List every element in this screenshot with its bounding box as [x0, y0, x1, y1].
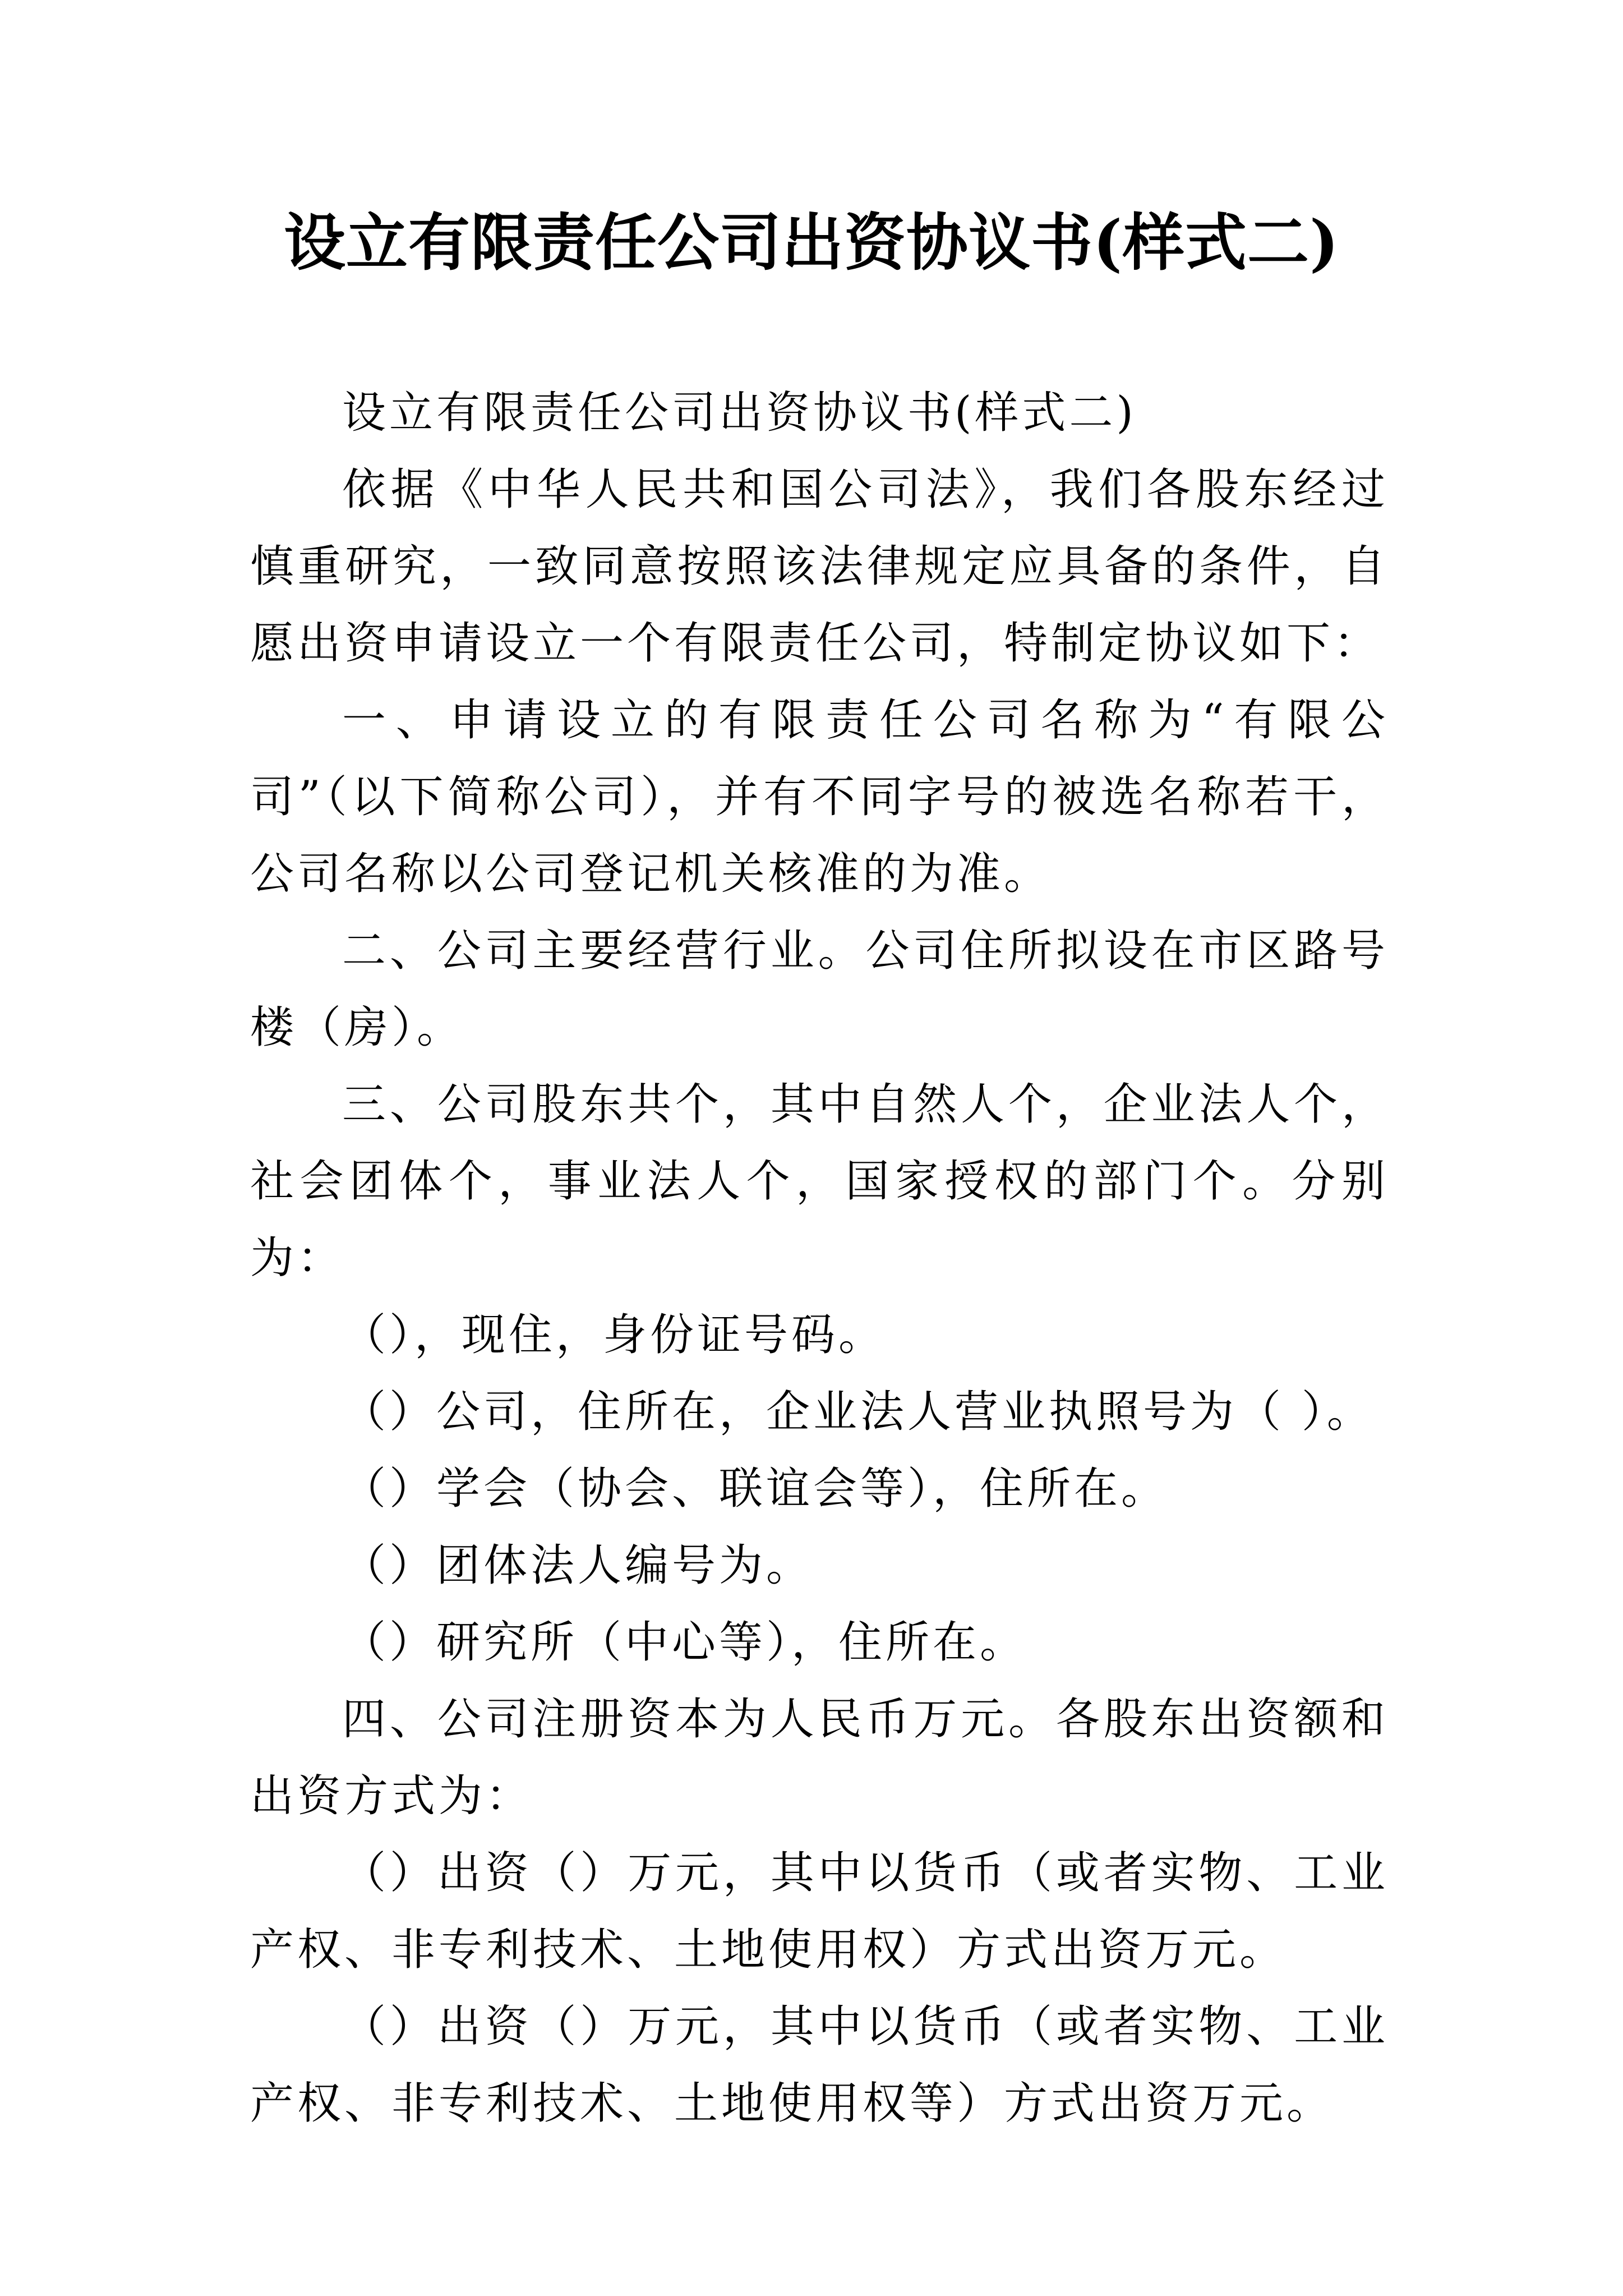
paragraph-shareholder-group: （）团体法人编号为。: [342, 1540, 814, 1591]
paragraph-shareholder-natural-person: （），现住，身份证号码。: [342, 1310, 886, 1360]
paragraph-contribution-2: （）出资（）万元，其中以货币（或者实物、工业产权、非专利技术、土地使用权等）方式出资万元。: [250, 2001, 1389, 2129]
paragraph-shareholder-institute: （）研究所（中心等），住所在。: [342, 1617, 1027, 1668]
paragraph-clause-1: 一、申请设立的有限责任公司名称为“有限公司”（以下简称公司），并有不同字号的被选名称若干，公司名称以公司登记机关核准的为准。: [250, 695, 1389, 899]
paragraph-subtitle: 设立有限责任公司出资协议书(样式二): [342, 388, 1137, 438]
paragraph-clause-2: 二、公司主要经营行业。公司住所拟设在市区路号楼（房）。: [250, 926, 1389, 1053]
paragraph-shareholder-company: （）公司，住所在，企业法人营业执照号为（ ）。: [342, 1387, 1374, 1437]
paragraph-clause-4: 四、公司注册资本为人民币万元。各股东出资额和出资方式为：: [250, 1694, 1389, 1821]
paragraph-preamble: 依据《中华人民共和国公司法》，我们各股东经过慎重研究，一致同意按照该法律规定应具备的条件，自愿出资申请设立一个有限责任公司，特制定协议如下：: [250, 464, 1389, 669]
paragraph-clause-3: 三、公司股东共个，其中自然人个，企业法人个，社会团体个，事业法人个，国家授权的部门个。分别为：: [250, 1079, 1389, 1283]
document-title: 设立有限责任公司出资协议书(样式二): [283, 206, 1340, 279]
document-body: [250, 375, 1389, 2142]
paragraph-contribution-1: （）出资（）万元，其中以货币（或者实物、工业产权、非专利技术、土地使用权）方式出资万元。: [250, 1848, 1389, 1975]
paragraph-shareholder-association: （）学会（协会、联谊会等），住所在。: [342, 1464, 1169, 1514]
